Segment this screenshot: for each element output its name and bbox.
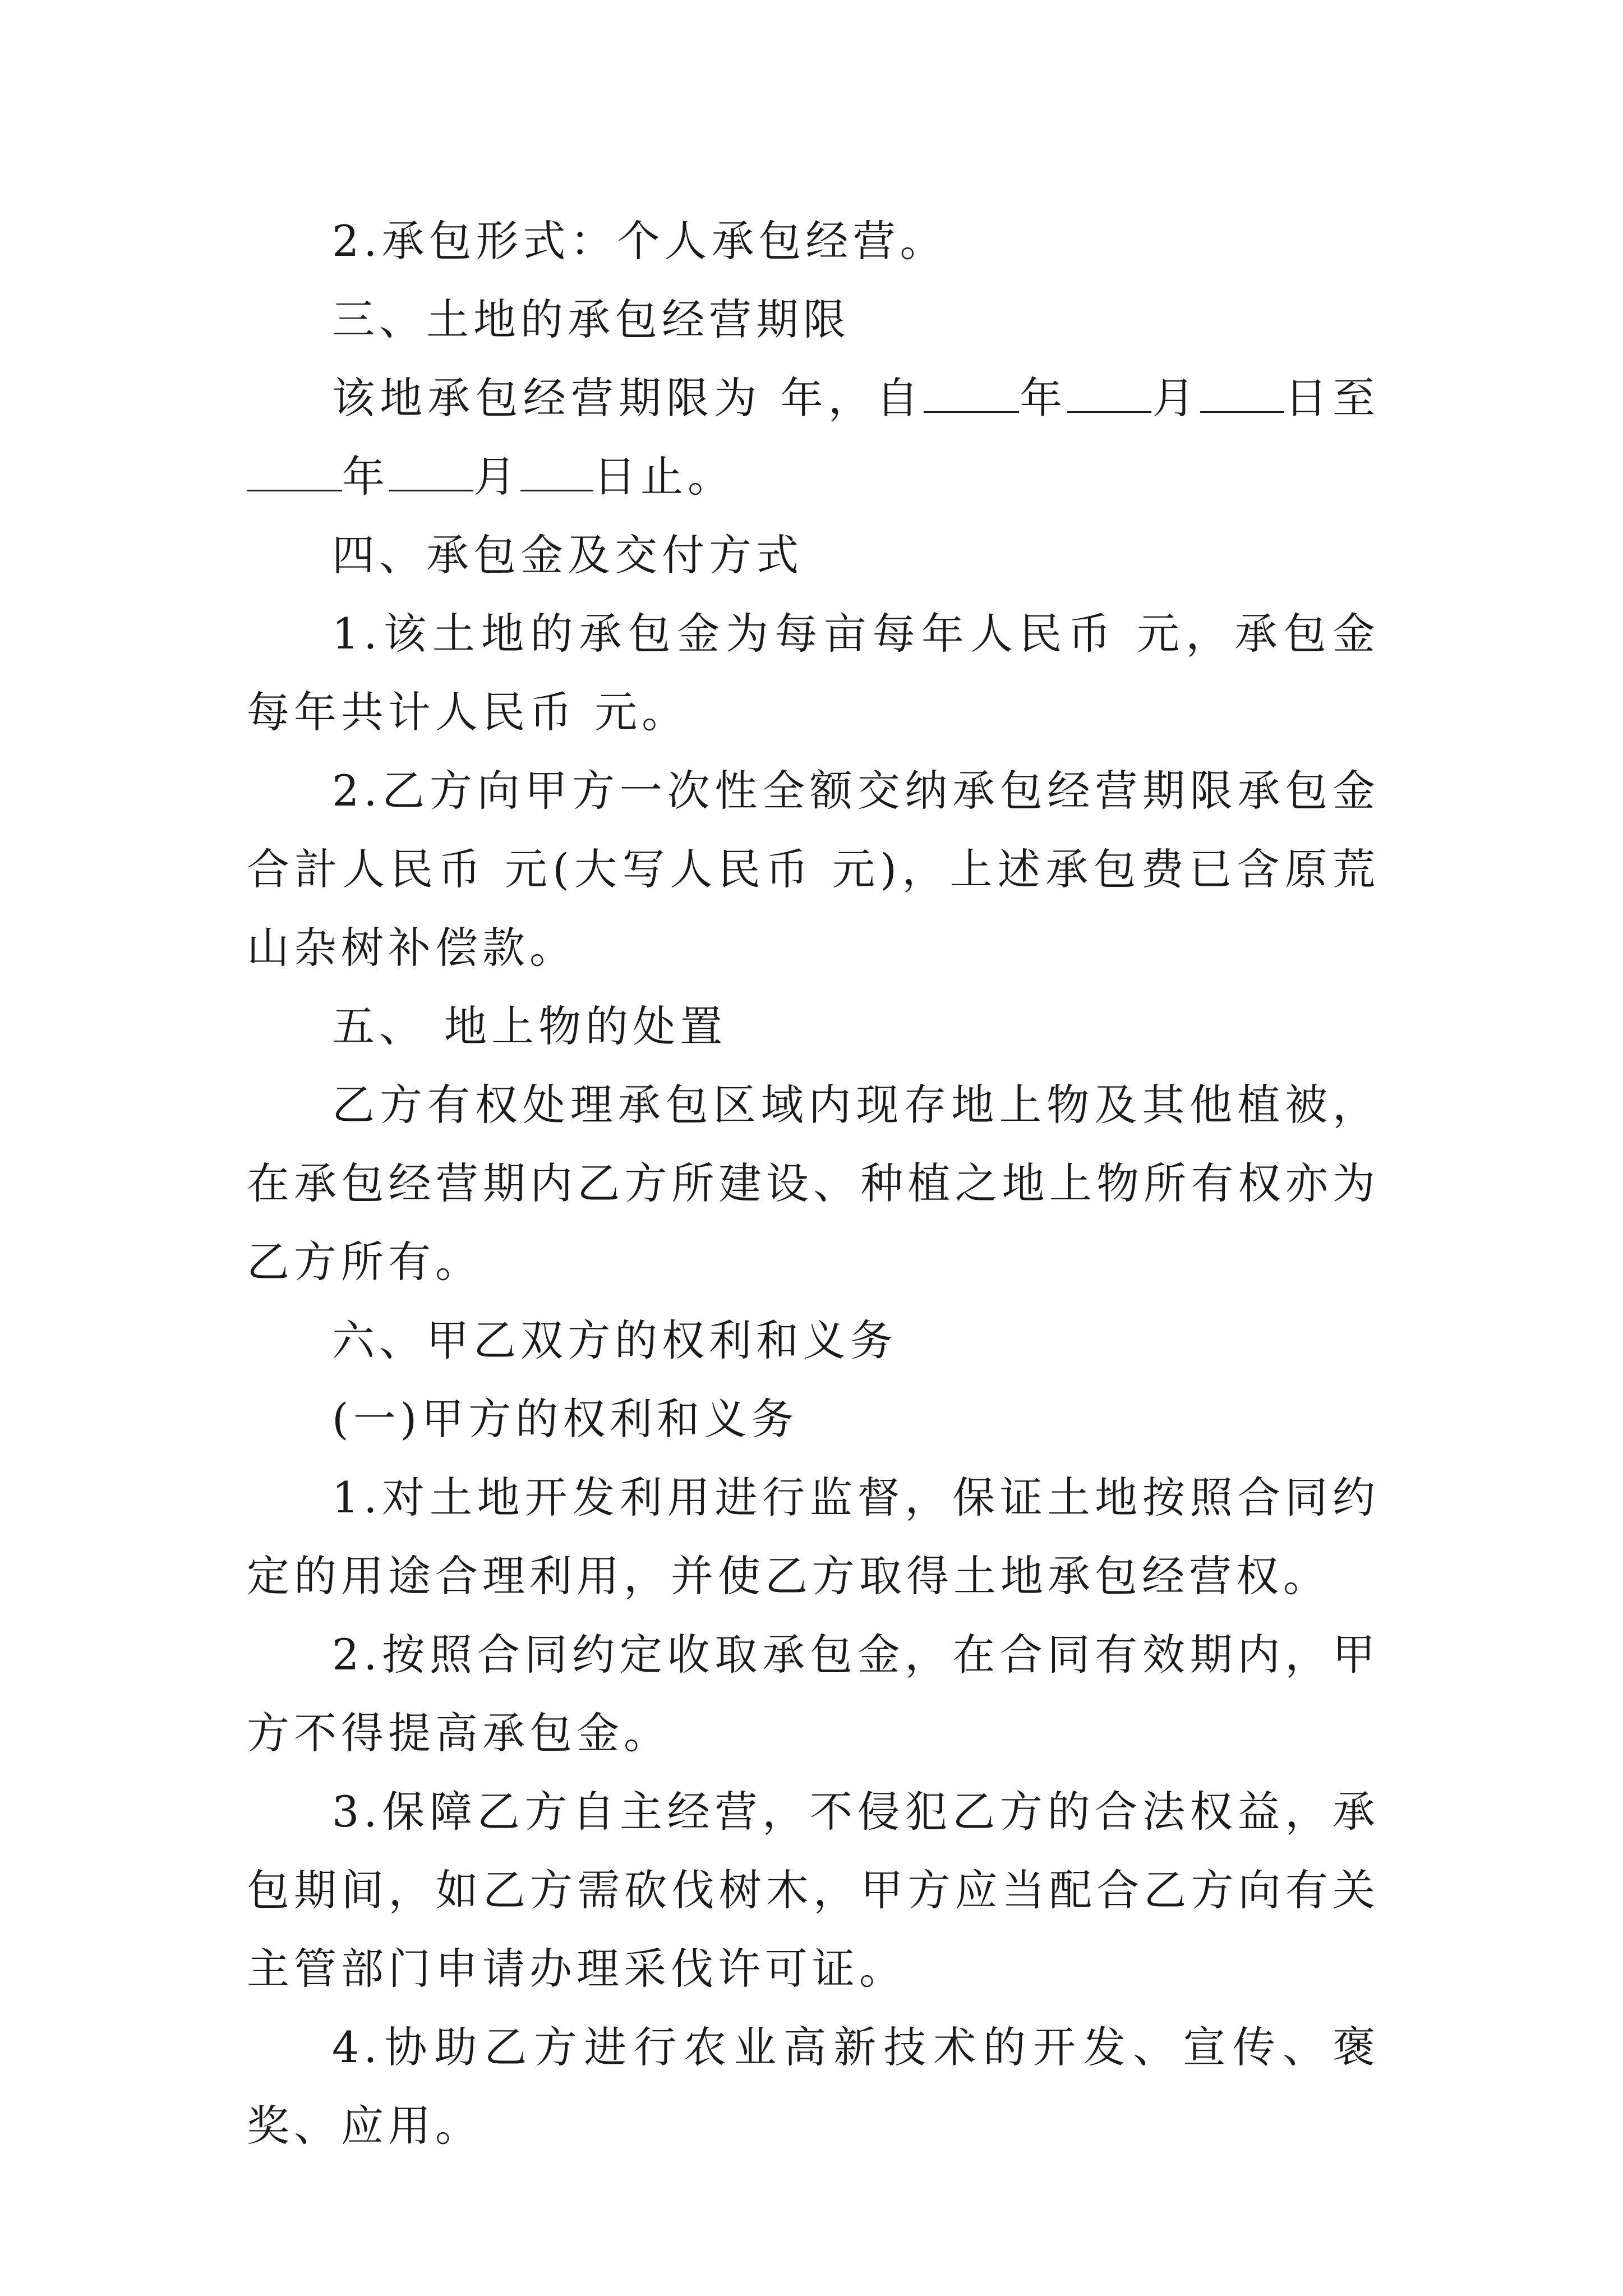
term-text-b: 年: [1019, 373, 1068, 423]
heading-section-3: 三、土地的承包经营期限: [332, 295, 850, 344]
blank-end-month: [389, 450, 473, 491]
paragraph-contract-form: 2.承包形式：个人承包经营。: [332, 216, 947, 266]
paragraph-term: [247, 359, 1380, 516]
term-text-a: 该地承包经营期限为 年，自: [332, 373, 924, 423]
blank-end-day: [520, 450, 593, 491]
paragraph-party-a-item-4: 4.协助乙方进行农业高新技术的开发、宣传、褒奖、应用。: [247, 2022, 1380, 2151]
term-text-e: 年: [342, 452, 389, 501]
paragraph-rent-amount: 1.该土地的承包金为每亩每年人民币 元，承包金每年共计人民币 元。: [247, 609, 1380, 737]
blank-start-year: [924, 372, 1019, 413]
paragraph-party-a-item-2: 2.按照合同约定收取承包金，在合同有效期内，甲方不得提高承包金。: [247, 1630, 1380, 1758]
blank-start-month: [1067, 372, 1151, 413]
heading-party-a-rights: (一)甲方的权利和义务: [332, 1394, 799, 1444]
paragraph-ground-objects: 乙方有权处理承包区域内现存地上物及其他植被，在承包经营期内乙方所建设、种植之地上物所有权亦为乙方所有。: [247, 1080, 1380, 1287]
term-text-g: 日止。: [593, 452, 735, 501]
term-text-d: 日至: [1284, 373, 1380, 423]
blank-start-day: [1200, 372, 1284, 413]
heading-section-6: 六、甲乙双方的权利和义务: [332, 1315, 897, 1365]
paragraph-party-a-item-1: 1.对土地开发利用进行监督，保证土地按照合同约定的用途合理利用，并使乙方取得土地承包经营权。: [247, 1473, 1380, 1601]
heading-section-4: 四、承包金及交付方式: [332, 530, 803, 580]
term-text-c: 月: [1151, 373, 1200, 423]
paragraph-lump-sum-payment: 2.乙方向甲方一次性全额交纳承包经营期限承包金合計人民币 元(大写人民币 元)，上述承包费已含原荒山杂树补偿款。: [247, 766, 1380, 973]
paragraph-party-a-item-3: 3.保障乙方自主经营，不侵犯乙方的合法权益，承包期间，如乙方需砍伐树木，甲方应当配合乙方向有关主管部门申请办理采伐许可证。: [247, 1787, 1380, 1994]
term-text-f: 月: [473, 452, 520, 501]
blank-end-year: [247, 450, 342, 491]
heading-section-5: 五、 地上物的处置: [332, 1001, 727, 1051]
contract-body: [247, 202, 1380, 2165]
